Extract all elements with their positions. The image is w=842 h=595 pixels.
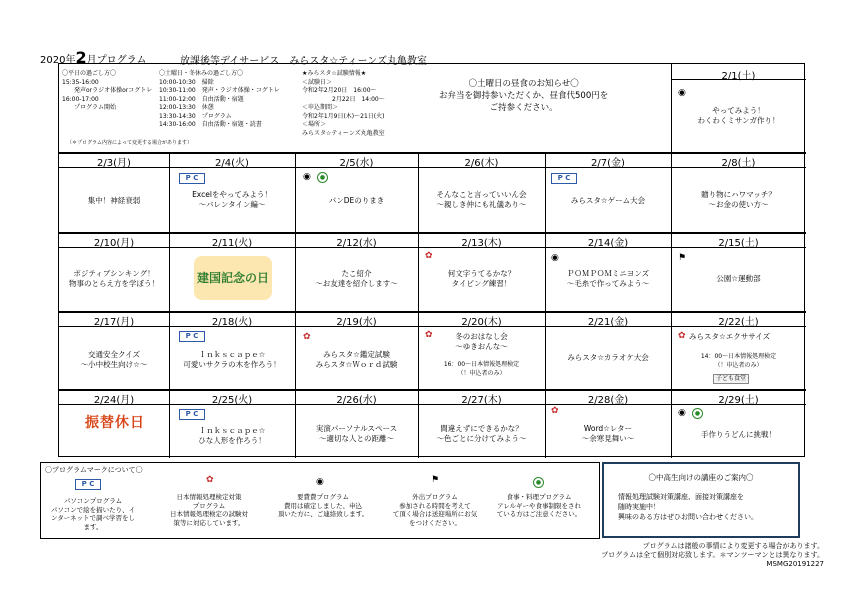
day-date: 2/6(木) [464,158,499,169]
day-date: 2/19(水) [336,317,377,328]
pc-mark-icon: P C [551,173,577,184]
day-date: 2/14(金) [587,238,629,249]
exam-prep-icon: ✿ [425,251,433,261]
highschool-title: 〇中高生向けの講座のご案内〇 [648,473,754,482]
exam-info: ★みらスタ☆試験情報★ ＜試験日＞ 令和2年2月20日 16:00～ 2月22日 14:00～ ＜申込期間＞ 令和2年1月9日(木)～21日(火) ＜場所＞ みらスタ☆ティーンズ丸亀教室 [302,70,385,137]
holiday-label: 建国記念の日 [196,271,269,285]
saturday-schedule: 〇土曜日・冬休みの過ごし方〇 10:00-10:30 掃除 10:30-11:00 発声・ラジオ体操・コグトレ 11:00-12:00 自由活動・宿題 12:00-13:30 休憩 13:30-14:30 プログラム 14:30-16:00 自由活動・宿題・読書 [159,70,280,128]
day-date: 2/4(火) [215,158,249,169]
document-code: MSMG20191227 [766,560,824,568]
weekday-note: （＊プログラム内容によって変更する場合があります） [67,140,192,146]
pc-mark-icon: P C [179,331,205,342]
food-icon: ● [533,477,544,488]
day-date: 2/10(月) [93,238,135,249]
day-event: 贈り物にハワマッチ？ ～お金の使い方～ [701,190,776,209]
day-date: 2/25(火) [211,395,253,406]
food-icon: ● [692,408,703,419]
legend-pc: パソコンプログラム パソコンで絵を描いたり、イ ンターネットで調べ学習をし ます。 [50,497,136,531]
legend-fee: 要費費プログラム 費用は確定しました、申込 頂いた方に、ご連絡致します。 [277,493,369,518]
pc-mark-icon: P C [179,173,205,184]
day-date: 2/21(金) [587,317,629,328]
day-date: 2/18(火) [211,317,253,328]
day-event: 公園☆運動部 [716,274,761,283]
outing-icon: ⚑ [678,253,687,263]
day-date: 2/28(金) [587,395,629,406]
title-month: 2 [75,48,87,67]
title-year: 2020年 [40,55,76,66]
fee-icon: ◉ [316,477,324,487]
weekday-schedule: 〇平日の過ごし方〇 15:35-16:00 発声orラジオ体操orコグトレ 16:00-17:00 プログラム開始 [62,70,153,111]
outing-icon: ⚑ [431,475,440,485]
holiday-banner [77,412,153,432]
day-event-exam: 16：00～日本情報処理検定 （！申込者のみ） [443,361,520,377]
day-event: Excelをやってみよう！ ～バレンタイン編～ [192,190,272,209]
page-subtitle: 放課後等デイサービス みらスタ☆ティーンズ丸亀教室 [180,56,427,67]
day-event: 冬のおはなし会 ～ゆきおんな～ [455,332,508,351]
fee-icon: ◉ [303,172,311,182]
day-event: そんなこと言っていいん会 ～親しき仲にも礼儀あり～ [436,190,527,209]
day-event: みらスタ☆エクササイズ [689,332,771,341]
day-event: ＰＯＭＰＯＭミニヨンズ ～毛糸で作ってみよう～ [566,269,650,288]
day-event: たこ紹介 ～お友達を紹介します～ [315,269,398,288]
day-event: 交通安全クイズ ～小中校生向け☆～ [80,350,148,369]
highschool-body: 情報処理試験対策講座、面接対策講座を 随時実施中！ 興味のある方はぜひお問い合わせください。 [618,493,758,521]
day-date: 2/27(木) [461,395,502,406]
footer-line2: プログラムは全て個別対応致します。＊マンツーマンとは異なります。 [601,551,824,559]
cooking-icon: ◉ [678,88,686,98]
day-date: 2/11(火) [211,238,253,249]
day-event: 集中！神経衰弱 [87,196,141,205]
day-date: 2/26(水) [336,395,377,406]
day-date: 2/13(木) [461,238,502,249]
day-event: 実演パーソナルスペース ～適切な人との距離～ [315,424,398,443]
legend-food: 食事・料理プログラム アレルギーや食事制限をされ ている方はご注意ください。 [496,493,582,518]
day-event: みらスタ☆カラオケ大会 [567,353,649,362]
lunch-notice: 〇土曜日の昼食のお知らせ〇 お弁当を御持参いただくか、昼食代500円を ご持参ください。 [439,79,609,113]
day-event: ポジティブシンキング！ 物事のとらえ方を学ぼう！ [69,269,159,288]
day-date: 2/8(土) [721,158,756,169]
day-event: Ｉｎｋｓｃａｐｅ☆ ひな人形を作ろう！ [198,426,266,445]
day-date: 2/12(水) [336,238,377,249]
pc-mark-icon: P C [179,409,205,420]
holiday-label: 振替休日 [85,415,145,431]
title-program: 月プログラム [86,55,147,66]
day-date: 2/7(金) [591,158,625,169]
day-date: 2/24(月) [93,395,135,406]
day-event: みらスタ☆ゲーム大会 [570,196,646,205]
fee-icon: ◉ [678,408,686,418]
calendar-grid [58,63,805,457]
day-event: やってみよう！ わくわくミサンガ作り！ [697,106,780,125]
day-date: 2/17(月) [93,317,135,328]
day-date: 2/5(水) [339,158,374,169]
day-date: 2/15(土) [718,238,759,249]
day-date: 2/29(土) [718,395,759,406]
day-event: 間違えずにできるかな？ ～色ごとに分けてみよう～ [436,424,527,443]
fee-icon: ◉ [551,253,559,263]
day-event: Ｉｎｋｓｃａｐｅ☆ 可愛いサクラの木を作ろう！ [183,350,281,369]
food-icon: ● [317,172,328,183]
exam-prep-icon: ✿ [303,332,311,342]
pc-mark-icon: P C [75,479,101,490]
day-date: 2/22(土) [718,317,759,328]
exam-prep-icon: ✿ [678,331,686,341]
program-mark-legend [40,462,600,539]
legend-exam: 日本情報処理検定対策 プログラム 日本情報処理検定の試験対 策等に対応しています。 [170,493,248,527]
day-date: 2/3(月) [97,158,131,169]
footer-notes [601,542,824,569]
day-date: 2/20(木) [461,317,502,328]
exam-prep-icon: ✿ [551,406,559,416]
day-event-exam: 14：00～日本情報処理検定 （！申込者のみ） [700,353,777,369]
legend-outing: 外出プログラム 参加される時間を考えて て頂く場合は送迎場所にお気 をつけください。 [392,493,478,527]
day-event: パンDEのりまき [328,196,385,205]
day-event: 何文字うてるかな？ タイピング練習！ [447,269,516,288]
legend-title: 〇プログラムマークについて〇 [45,466,143,474]
exam-prep-icon: ✿ [425,330,433,340]
day-date: 2/1(土) [721,71,756,82]
footer-line1: プログラムは諸般の事情により変更する場合があります。 [642,542,824,550]
exam-prep-icon: ✿ [206,475,214,485]
day-event: みらスタ☆鑑定試験 みらスタ☆Ｗｏｒｄ試験 [315,350,398,369]
highschool-course-notice [602,462,800,538]
day-event: Word☆レター ～余寒見舞い～ [581,424,635,443]
kids-cafeteria-badge: 子ども食堂 [713,374,749,384]
day-event: 手作りうどんに挑戦！ [701,430,776,439]
holiday-illustration [194,256,272,300]
